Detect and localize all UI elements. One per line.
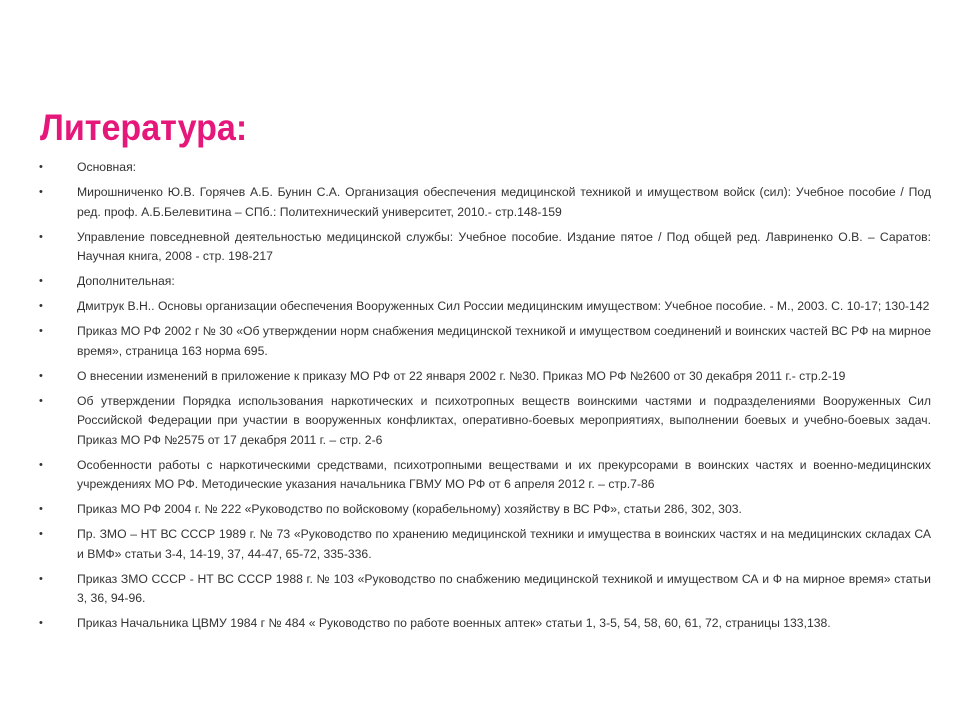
bullet-dot-icon: • [39, 617, 43, 629]
list-item [37, 297, 931, 317]
bullet-dot-icon: • [39, 161, 43, 173]
bullet-dot-icon: • [39, 458, 43, 471]
list-item-text: Об утверждении Порядка использования наркотических и психотропных веществ воинскими частями и подразделениями Вооруженных Сил Российской Федерации при участии в вооруженных конфликтах, оперативно-боевых мероприятиях, выполнении боевых и учебно-боевых задач. Приказ МО РФ №2575 от 17 декабря 2011 г. – стр. 2-6 [77, 393, 931, 447]
reference-list [37, 158, 931, 639]
list-item-text: Приказ ЗМО СССР - НТ ВС СССР 1988 г. № 103 «Руководство по снабжению медицинской техникой и имуществом СА и Ф на мирное время» статьи 3, 36, 94-96. [77, 571, 931, 605]
list-item-text: Управление повседневной деятельностью медицинской службы: Учебное пособие. Издание пятое / Под общей ред. Лавриненко О.В. – Саратов: Научная книга, 2008 - стр. 198-217 [77, 229, 931, 263]
bullet-dot-icon: • [39, 503, 43, 515]
bullet-dot-icon: • [39, 394, 43, 407]
list-item [37, 367, 931, 387]
list-item-text: Основная: [77, 160, 137, 174]
list-item [37, 183, 931, 222]
list-item [37, 228, 931, 267]
list-item [37, 500, 931, 520]
list-item-text: Дмитрук В.Н.. Основы организации обеспечения Вооруженных Сил России медицинским имуществом: Учебное пособие. - М., 2003. С. 10-17; 130-142 [77, 299, 930, 313]
list-item-text: Мирошниченко Ю.В. Горячев А.Б. Бунин С.А. Организация обеспечения медицинской техникой и имуществом войск (сил): Учебное пособие / Под ред. проф. А.Б.Белевитина – СПб.: Политехнический университет, 2010.- стр.148-159 [77, 185, 931, 219]
list-item-text: О внесении изменений в приложение к приказу МО РФ от 22 января 2002 г. №30. Приказ МО РФ №2600 от 30 декабря 2011 г.- стр.2-19 [77, 368, 846, 383]
list-item [37, 525, 931, 564]
bullet-dot-icon: • [39, 369, 43, 382]
bullet-dot-icon: • [39, 528, 43, 540]
bullet-dot-icon: • [39, 325, 43, 337]
page-title: Литература: [40, 107, 248, 148]
list-item [37, 570, 931, 609]
list-item [37, 158, 931, 178]
list-item [37, 322, 931, 361]
list-item-text: Приказ МО РФ 2004 г. № 222 «Руководство по войсковому (корабельному) хозяйству в ВС РФ», статьи 286, 302, 303. [77, 502, 742, 516]
list-item [37, 456, 931, 495]
list-item [37, 392, 931, 451]
bullet-dot-icon: • [39, 300, 43, 312]
bullet-dot-icon: • [39, 572, 43, 585]
bullet-dot-icon: • [39, 275, 43, 287]
list-item-text: Пр. ЗМО – НТ ВС СССР 1989 г. № 73 «Руководство по хранению медицинской техники и имущества в воинских частях и на медицинских складах СА и ВМФ» статьи 3-4, 14-19, 37, 44-47, 65-72, 335-336. [77, 527, 931, 561]
list-item-text: Приказ Начальника ЦВМУ 1984 г № 484 « Руководство по работе военных аптек» статьи 1, 3-5, 54, 58, 60, 61, 72, страницы 133,138. [77, 616, 831, 630]
bullet-dot-icon: • [39, 230, 43, 243]
list-item [37, 272, 931, 292]
list-item-text: Дополнительная: [77, 274, 175, 288]
list-item-text: Особенности работы с наркотическими средствами, психотропными веществами и их прекурсорами в воинских частях и военно-медицинских учреждениях МО РФ. Методические указания начальника ГВМУ МО РФ от 6 апреля 2012 г. – стр.7-86 [77, 457, 931, 491]
list-item-text: Приказ МО РФ 2002 г № 30 «Об утверждении норм снабжения медицинской техникой и имуществом соединений и воинских частей ВС РФ на мирное время», страница 163 норма 695. [77, 324, 931, 358]
list-item [37, 614, 931, 634]
bullet-dot-icon: • [39, 186, 43, 198]
